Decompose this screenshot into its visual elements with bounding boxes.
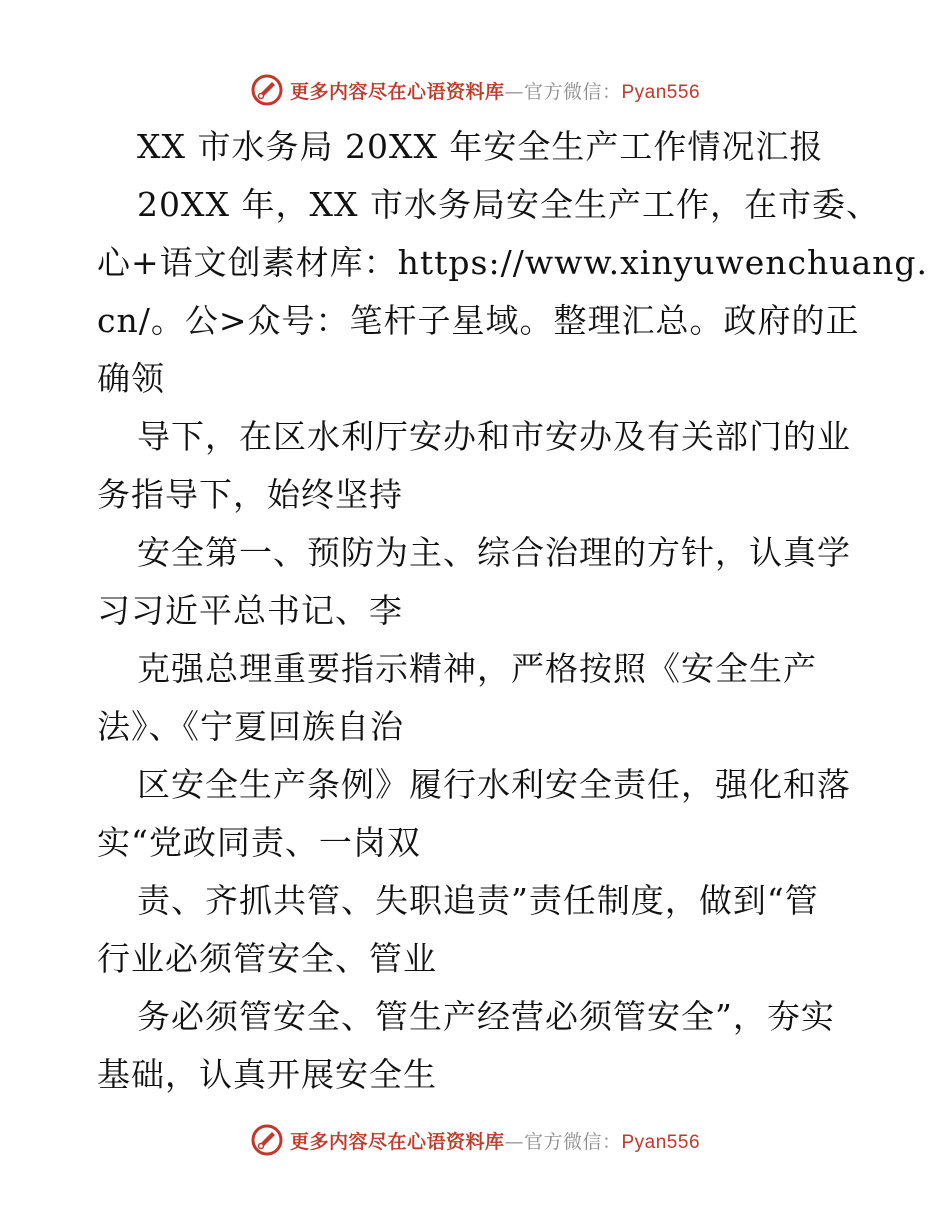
paragraph-line: 习习近平总书记、李 [97, 591, 403, 630]
paragraph-line: cn/。公>众号：笔杆子星域。整理汇总。政府的正 [97, 301, 860, 340]
watermark-text [290, 77, 700, 104]
brand-logo-icon [250, 73, 284, 107]
watermark-contact-handle: Pyan556 [621, 1131, 701, 1153]
footer-watermark-banner [0, 1120, 950, 1160]
watermark-contact-label: 官方微信： [523, 80, 622, 103]
watermark-text [290, 1127, 700, 1154]
paragraph-line: 务必须管安全、管生产经营必须管安全”，夯实 [137, 997, 835, 1036]
paragraph-line: 确领 [97, 359, 165, 398]
paragraph-line: 克强总理重要指示精神，严格按照《安全生产 [137, 649, 817, 688]
paragraph-line: 导下，在区水利厅安办和市安办及有关部门的业 [137, 417, 851, 456]
paragraph-line: 心+语文创素材库：https://www.xinyuwenchuang. [97, 243, 929, 282]
paragraph-line: 实“党政同责、一岗双 [97, 823, 421, 862]
paragraph-line: 法》、《宁夏回族自治 [97, 707, 404, 746]
paragraph-line: 务指导下，始终坚持 [97, 475, 403, 514]
paragraph-line: 责、齐抓共管、失职追责”责任制度，做到“管 [137, 881, 819, 920]
document-body [97, 118, 929, 1104]
watermark-separator: — [504, 1130, 524, 1153]
watermark-contact-handle: Pyan556 [621, 81, 701, 103]
paragraph-line: 区安全生产条例》履行水利安全责任，强化和落 [137, 765, 851, 804]
paragraph-line: 20XX 年，XX 市水务局安全生产工作，在市委、 [137, 185, 880, 224]
document-title: XX 市水务局 20XX 年安全生产工作情况汇报 [137, 127, 824, 166]
paragraph-line: 安全第一、预防为主、综合治理的方针，认真学 [137, 533, 851, 572]
brand-logo-icon [250, 1123, 284, 1157]
watermark-separator: — [504, 80, 524, 103]
paragraph-line: 行业必须管安全、管业 [97, 939, 437, 978]
watermark-site-name: 更多内容尽在心语资料库 [289, 1130, 505, 1153]
header-watermark-banner [0, 70, 950, 110]
watermark-contact-label: 官方微信： [523, 1130, 622, 1153]
watermark-site-name: 更多内容尽在心语资料库 [289, 80, 505, 103]
paragraph-line: 基础，认真开展安全生 [97, 1055, 437, 1094]
